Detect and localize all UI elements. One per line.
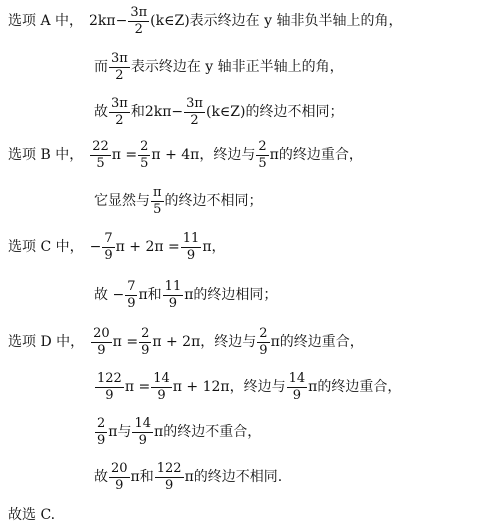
fraction: [138, 140, 150, 170]
solution-line-d2: [94, 372, 401, 402]
text-segment: π的终边重合，: [269, 147, 363, 163]
fraction-numerator: 2: [259, 325, 268, 341]
fraction: [90, 140, 111, 170]
text-segment: 选项 C 中，: [8, 239, 84, 255]
text-segment: π和: [138, 287, 162, 303]
solution-line-c2: [94, 280, 277, 310]
text-segment: 的终边不相同；: [245, 104, 344, 120]
fraction-numerator: 3π: [130, 4, 148, 20]
fraction-denominator: 9: [157, 387, 166, 403]
fraction: [109, 462, 130, 492]
text-segment: π + 12π，: [172, 379, 244, 395]
text-segment: 2kπ−: [144, 104, 184, 120]
text-segment: π =: [112, 334, 139, 350]
text-segment: 终边与: [213, 147, 256, 163]
solution-line-end: [8, 506, 55, 524]
fraction-numerator: 7: [104, 230, 113, 246]
fraction: [287, 372, 308, 402]
fraction: [125, 280, 137, 310]
text-segment: π + 4π，: [151, 147, 214, 163]
text-segment: 和: [130, 104, 145, 120]
fraction: [256, 140, 268, 170]
fraction-numerator: 2: [140, 138, 149, 154]
text-segment: (k∈Z): [205, 104, 246, 120]
text-segment: 故: [94, 104, 108, 120]
text-segment: −: [89, 239, 102, 255]
solution-line-d3: [94, 417, 261, 447]
fraction: [155, 462, 184, 492]
text-segment: 表示终边在 y 轴非正半轴上的角，: [130, 59, 344, 75]
text-segment: 故: [94, 469, 108, 485]
fraction-denominator: 9: [168, 295, 178, 311]
text-segment: π，: [202, 239, 226, 255]
fraction: [184, 97, 205, 127]
fraction: [132, 417, 153, 447]
fraction-numerator: 122: [156, 460, 182, 476]
fraction-denominator: 9: [141, 342, 150, 358]
text-segment: 表示终边在 y 轴非负半轴上的角，: [189, 13, 403, 29]
fraction-numerator: 2: [258, 138, 267, 154]
fraction-denominator: 5: [140, 155, 149, 171]
solution-line-c1: [8, 232, 226, 262]
fraction-numerator: 14: [288, 370, 306, 386]
solution-line-b2: [94, 186, 263, 216]
fraction-numerator: 7: [127, 278, 136, 294]
fraction-numerator: 20: [93, 325, 110, 341]
fraction-denominator: 9: [97, 432, 106, 448]
text-segment: π和: [130, 469, 154, 485]
text-segment: 终边与: [214, 334, 257, 350]
text-segment: π的终边不相同.: [184, 469, 283, 485]
text-segment: π的终边重合，: [308, 379, 402, 395]
solution-line-a1: [8, 6, 402, 36]
text-segment: (k∈Z): [150, 13, 190, 29]
fraction: [151, 186, 164, 216]
text-segment: π + 2π，: [152, 334, 215, 350]
fraction: [95, 372, 124, 402]
fraction-numerator: 14: [153, 370, 170, 386]
fraction-denominator: 9: [115, 477, 124, 493]
fraction-denominator: 9: [186, 247, 196, 263]
fraction: [151, 372, 172, 402]
solution-line-d1: [8, 327, 364, 357]
text-segment: 故 −: [94, 287, 125, 303]
solution-line-d4: [94, 462, 282, 492]
text-segment: 故选 C.: [8, 507, 56, 523]
fraction: [91, 327, 112, 357]
fraction-denominator: 2: [115, 112, 124, 128]
text-segment: π的终边不重合，: [154, 424, 262, 440]
fraction-denominator: 2: [134, 21, 143, 37]
fraction-numerator: π: [153, 184, 162, 200]
fraction: [95, 417, 107, 447]
text-segment: 选项 A 中，: [8, 13, 84, 29]
fraction-denominator: 5: [258, 155, 267, 171]
fraction-denominator: 9: [97, 342, 106, 358]
fraction-denominator: 9: [127, 295, 136, 311]
fraction-numerator: 14: [134, 415, 152, 431]
fraction-denominator: 2: [190, 112, 199, 128]
fraction-numerator: 2: [141, 325, 150, 341]
fraction-denominator: 9: [165, 477, 174, 493]
fraction-numerator: 2: [97, 415, 106, 431]
fraction-denominator: 9: [292, 387, 302, 403]
text-segment: 2kπ−: [89, 13, 128, 29]
text-segment: 选项 D 中，: [8, 334, 85, 350]
text-segment: 选项 B 中，: [8, 147, 84, 163]
text-segment: π与: [108, 424, 132, 440]
fraction: [257, 327, 269, 357]
fraction-numerator: 22: [92, 138, 109, 154]
text-segment: π的终边重合，: [270, 334, 364, 350]
solution-line-b1: [8, 140, 363, 170]
text-segment: 终边与: [243, 379, 286, 395]
fraction-denominator: 9: [138, 432, 147, 448]
fraction-denominator: 2: [115, 67, 124, 83]
fraction-numerator: 122: [97, 370, 122, 386]
fraction-denominator: 5: [153, 201, 162, 217]
fraction: [102, 232, 114, 262]
fraction: [163, 280, 184, 310]
fraction-denominator: 9: [259, 342, 268, 358]
fraction-numerator: 3π: [111, 50, 128, 66]
fraction: [181, 232, 202, 262]
fraction-denominator: 9: [105, 387, 114, 403]
fraction-numerator: 20: [111, 460, 128, 476]
text-segment: π的终边相同；: [184, 287, 278, 303]
fraction: [128, 6, 149, 36]
text-segment: π =: [111, 147, 138, 163]
fraction-numerator: 3π: [111, 95, 128, 111]
fraction: [109, 97, 130, 127]
text-segment: π =: [124, 379, 151, 395]
text-segment: 而: [94, 59, 108, 75]
fraction-denominator: 5: [96, 155, 105, 171]
fraction-numerator: 11: [164, 278, 182, 294]
fraction-denominator: 9: [104, 247, 113, 263]
text-segment: π + 2π =: [115, 239, 180, 255]
solution-line-a2: [94, 52, 344, 82]
fraction-numerator: 11: [182, 230, 200, 246]
text-segment: 它显然与: [94, 193, 150, 209]
solution-line-a3: [94, 97, 343, 127]
text-segment: 的终边不相同；: [164, 193, 263, 209]
fraction-numerator: 3π: [186, 95, 203, 111]
fraction: [139, 327, 151, 357]
fraction: [109, 52, 130, 82]
